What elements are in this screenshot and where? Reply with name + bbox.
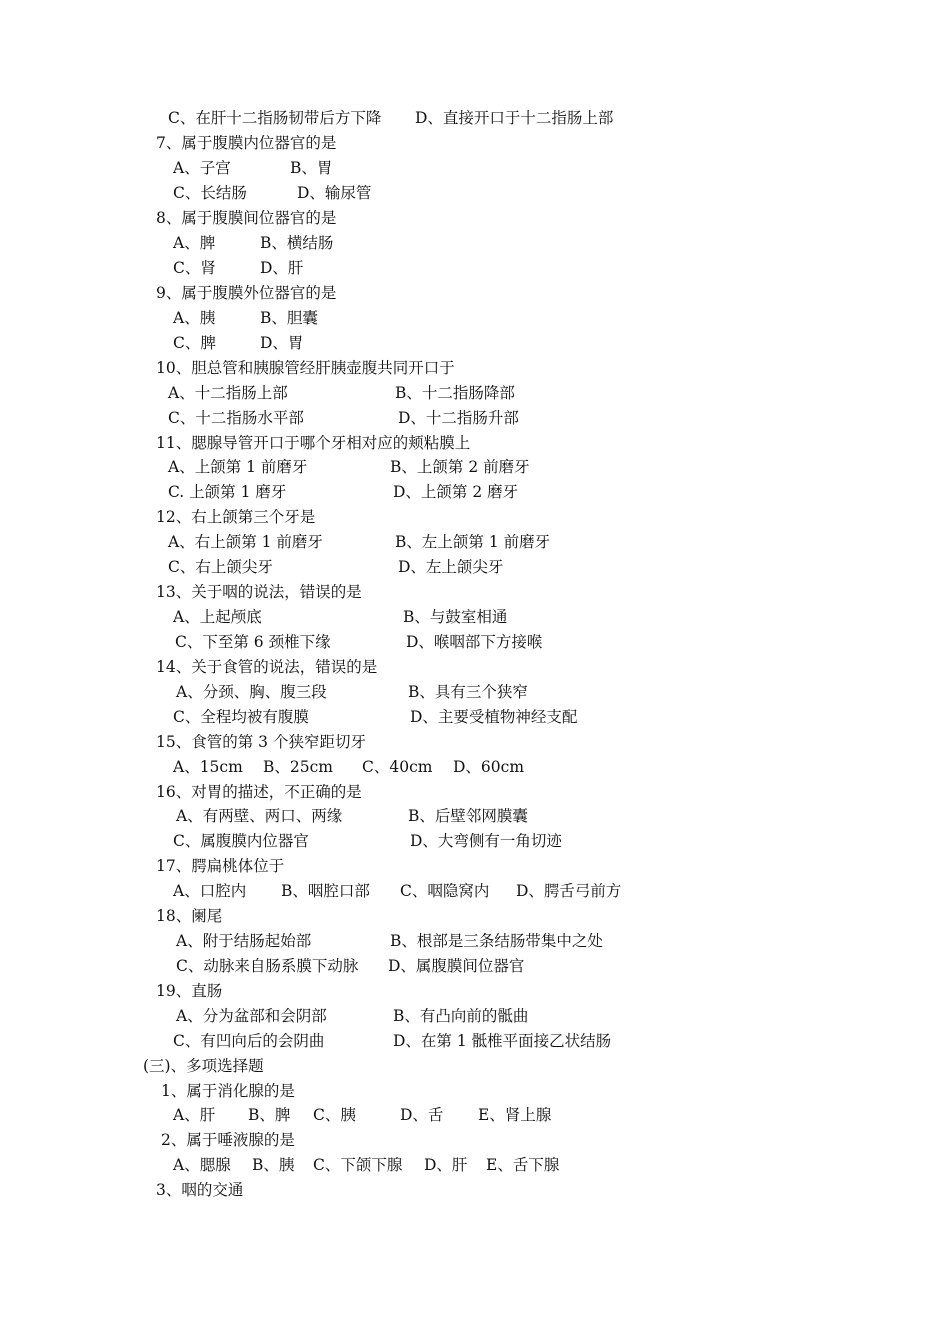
- option-text: B、上颌第 2 前磨牙: [390, 458, 530, 476]
- option-text: A、上颌第 1 前磨牙: [168, 458, 308, 476]
- option-text: A、分为盆部和会阴部: [176, 1007, 327, 1025]
- question-text: 1、属于消化腺的是: [161, 1082, 295, 1100]
- question-text: 9、属于腹膜外位器官的是: [156, 284, 337, 302]
- option-text: C、下至第 6 颈椎下缘: [175, 633, 331, 651]
- option-text: D、大弯侧有一角切迹: [410, 832, 562, 850]
- option-text: C、有凹向后的会阴曲: [173, 1032, 325, 1050]
- question-text: 13、关于咽的说法，错误的是: [156, 583, 362, 601]
- question-text: 15、食管的第 3 个狭窄距切牙: [156, 733, 366, 751]
- option-text: A、肝: [173, 1106, 216, 1124]
- option-text: D、胃: [260, 334, 304, 352]
- question-text: 16、对胃的描述，不正确的是: [156, 783, 362, 801]
- option-text: B、胆囊: [260, 309, 318, 327]
- option-text: B、根部是三条结肠带集中之处: [390, 932, 603, 950]
- option-text: D、喉咽部下方接喉: [406, 633, 543, 651]
- question-text: 2、属于唾液腺的是: [161, 1131, 295, 1149]
- option-text: D、主要受植物神经支配: [410, 708, 578, 726]
- question-text: 3、咽的交通: [156, 1181, 244, 1199]
- option-text: D、在第 1 骶椎平面接乙状结肠: [393, 1032, 612, 1050]
- question-text: 18、阑尾: [156, 907, 223, 925]
- option-text: A、附于结肠起始部: [176, 932, 312, 950]
- option-text: A、15cm: [173, 758, 243, 776]
- option-text: D、肝: [260, 259, 304, 277]
- option-text: A、分颈、胸、腹三段: [176, 683, 327, 701]
- option-text: B、25cm: [263, 758, 333, 776]
- option-text: D、舌: [400, 1106, 444, 1124]
- question-text: (三)、多项选择题: [143, 1057, 264, 1075]
- option-text: C、长结肠: [173, 184, 247, 202]
- option-text: B、左上颌第 1 前磨牙: [395, 533, 551, 551]
- option-text: B、胰: [252, 1156, 295, 1174]
- question-text: 17、腭扁桃体位于: [156, 857, 285, 875]
- question-text: 7、属于腹膜内位器官的是: [156, 134, 337, 152]
- option-text: C、脾: [173, 334, 216, 352]
- option-text: D、输尿管: [297, 184, 372, 202]
- question-text: 11、腮腺导管开口于哪个牙相对应的颊粘膜上: [156, 434, 471, 452]
- option-text: C、右上颌尖牙: [168, 558, 273, 576]
- option-text: E、舌下腺: [486, 1156, 560, 1174]
- option-text: B、咽腔口部: [281, 882, 370, 900]
- question-text: 12、右上颌第三个牙是: [156, 508, 316, 526]
- question-text: 14、关于食管的说法，错误的是: [156, 658, 378, 676]
- option-text: C、肾: [173, 259, 216, 277]
- option-text: C、全程均被有腹膜: [173, 708, 309, 726]
- option-text: A、腮腺: [173, 1156, 231, 1174]
- option-text: B、有凸向前的骶曲: [393, 1007, 529, 1025]
- option-text: D、上颌第 2 磨牙: [393, 483, 519, 501]
- option-text: B、胃: [290, 159, 333, 177]
- option-text: C、咽隐窝内: [400, 882, 490, 900]
- option-text: C、40cm: [362, 758, 433, 776]
- option-text: A、脾: [173, 234, 216, 252]
- option-text: C. 上颌第 1 磨牙: [168, 483, 287, 501]
- option-text: A、有两壁、两口、两缘: [176, 807, 343, 825]
- option-text: D、属腹膜间位器官: [388, 957, 525, 975]
- option-text: B、十二指肠降部: [395, 384, 515, 402]
- question-text: 10、胆总管和胰腺管经肝胰壶腹共同开口于: [156, 359, 455, 377]
- option-text: D、十二指肠升部: [398, 409, 519, 427]
- option-text: B、后壁邻网膜囊: [408, 807, 528, 825]
- option-text: B、具有三个狭窄: [408, 683, 528, 701]
- option-text: A、右上颌第 1 前磨牙: [168, 533, 323, 551]
- option-text: D、肝: [424, 1156, 468, 1174]
- option-text: C、在肝十二指肠韧带后方下降: [168, 109, 382, 127]
- option-text: C、下颌下腺: [313, 1156, 403, 1174]
- option-text: C、胰: [313, 1106, 356, 1124]
- option-text: A、子宫: [173, 159, 231, 177]
- option-text: D、左上颌尖牙: [398, 558, 504, 576]
- question-text: 19、直肠: [156, 982, 223, 1000]
- option-text: E、肾上腺: [478, 1106, 552, 1124]
- option-text: D、腭舌弓前方: [516, 882, 622, 900]
- question-text: 8、属于腹膜间位器官的是: [156, 209, 337, 227]
- option-text: B、脾: [248, 1106, 291, 1124]
- option-text: A、上起颅底: [173, 608, 262, 626]
- option-text: A、胰: [173, 309, 216, 327]
- option-text: B、横结肠: [260, 234, 334, 252]
- option-text: A、十二指肠上部: [168, 384, 288, 402]
- option-text: D、直接开口于十二指肠上部: [415, 109, 614, 127]
- option-text: D、60cm: [453, 758, 525, 776]
- option-text: C、动脉来自肠系膜下动脉: [176, 957, 359, 975]
- option-text: C、属腹膜内位器官: [173, 832, 309, 850]
- option-text: B、与鼓室相通: [403, 608, 508, 626]
- option-text: C、十二指肠水平部: [168, 409, 304, 427]
- option-text: A、口腔内: [173, 882, 247, 900]
